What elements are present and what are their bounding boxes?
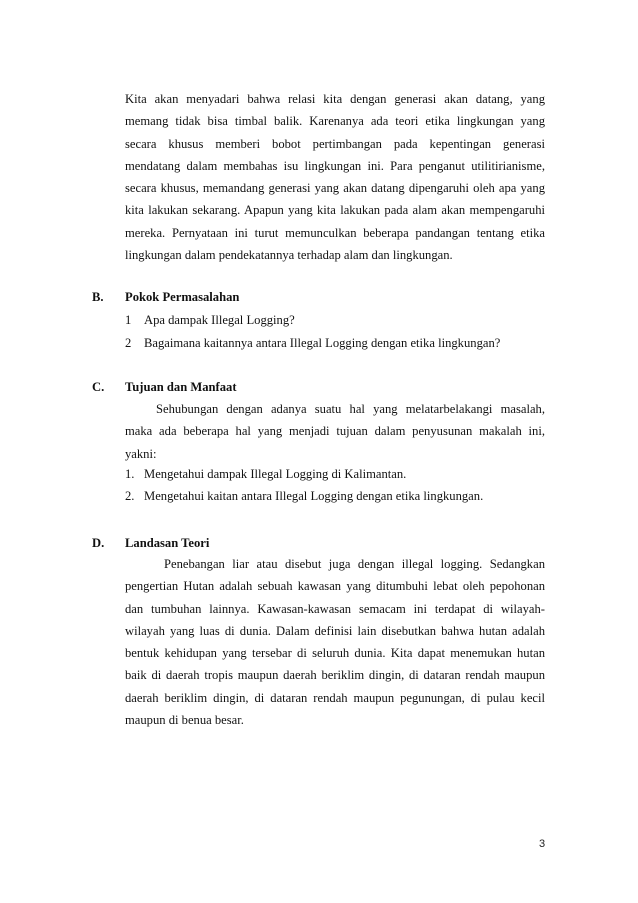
intro-line-1: Kita akan menyadari bahwa relasi kita dengan generasi akan datang, yang xyxy=(125,92,545,106)
section-d-line-1: Penebangan liar atau disebut juga dengan illegal logging. Sedangkan xyxy=(164,557,545,571)
list-number: 2. xyxy=(125,489,135,503)
intro-line-7: mereka. Pernyataan ini turut memunculkan beberapa pandangan tentang etika xyxy=(125,225,545,240)
list-number: 1. xyxy=(125,467,135,481)
section-d-letter: D. xyxy=(92,536,105,550)
list-text: Bagaimana kaitannya antara Illegal Logging dengan etika lingkungan? xyxy=(144,336,501,350)
section-c-item-1 xyxy=(125,467,406,482)
section-c-paragraph xyxy=(125,398,545,465)
list-number: 2 xyxy=(125,336,132,350)
section-b-letter: B. xyxy=(92,290,104,304)
intro-line-8: lingkungan dalam pendekatannya terhadap alam dan lingkungan. xyxy=(125,248,453,263)
list-text: Apa dampak Illegal Logging? xyxy=(144,313,295,327)
intro-line-3: secara khusus memberi bobot pertimbangan pada kepentingan generasi xyxy=(125,136,545,151)
intro-paragraph xyxy=(125,88,545,266)
section-d-heading xyxy=(92,536,209,551)
section-d-line-2: pengertian Hutan adalah sebuah kawasan yang ditumbuhi lebat oleh pepohonan xyxy=(125,579,545,594)
section-d-title: Landasan Teori xyxy=(125,536,210,550)
section-c-line-3: yakni: xyxy=(125,446,157,461)
section-c-letter: C. xyxy=(92,380,105,394)
section-d-line-3: dan tumbuhan lainnya. Kawasan-kawasan semacam ini terdapat di wilayah- xyxy=(125,601,545,616)
section-b-title: Pokok Permasalahan xyxy=(125,290,240,304)
section-c-line-1: Sehubungan dengan adanya suatu hal yang melatarbelakangi masalah, xyxy=(156,402,545,416)
section-d-line-4: wilayah yang luas di dunia. Dalam definisi lain disebutkan bahwa hutan adalah xyxy=(125,623,545,638)
section-c-title: Tujuan dan Manfaat xyxy=(125,380,237,394)
list-text: Mengetahui dampak Illegal Logging di Kalimantan. xyxy=(144,467,407,481)
list-number: 1 xyxy=(125,313,132,327)
section-d-line-8: maupun di benua besar. xyxy=(125,713,244,728)
intro-line-5: secara khusus, memandang generasi yang akan datang dipengaruhi oleh apa yang xyxy=(125,181,545,196)
intro-line-2: memang tidak bisa timbal balik. Karenanya ada teori etika lingkungan yang xyxy=(125,114,545,129)
section-b-item-2 xyxy=(125,336,500,351)
section-d-line-5: bentuk kehidupan yang tersebar di seluruh dunia. Kita dapat menemukan hutan xyxy=(125,646,545,661)
section-d-line-7: daerah beriklim dingin, di dataran rendah maupun pegunungan, di pulau kecil xyxy=(125,690,545,705)
list-text: Mengetahui kaitan antara Illegal Logging dengan etika lingkungan. xyxy=(144,489,484,503)
section-d-paragraph xyxy=(125,553,545,731)
intro-line-6: kita lakukan sekarang. Apapun yang kita lakukan pada alam akan mempengaruhi xyxy=(125,203,545,218)
intro-line-4: mendatang dalam membahas isu lingkungan ini. Para penganut utilitirianisme, xyxy=(125,158,545,173)
page-number: 3 xyxy=(539,838,546,850)
section-c-line-2: maka ada beberapa hal yang menjadi tujuan dalam penyusunan makalah ini, xyxy=(125,424,545,439)
section-b-heading xyxy=(92,290,239,305)
section-c-item-2 xyxy=(125,489,483,504)
section-d-line-6: baik di daerah tropis maupun daerah beriklim dingin, di dataran rendah maupun xyxy=(125,668,545,683)
section-b-item-1 xyxy=(125,313,295,328)
section-c-heading xyxy=(92,380,237,395)
